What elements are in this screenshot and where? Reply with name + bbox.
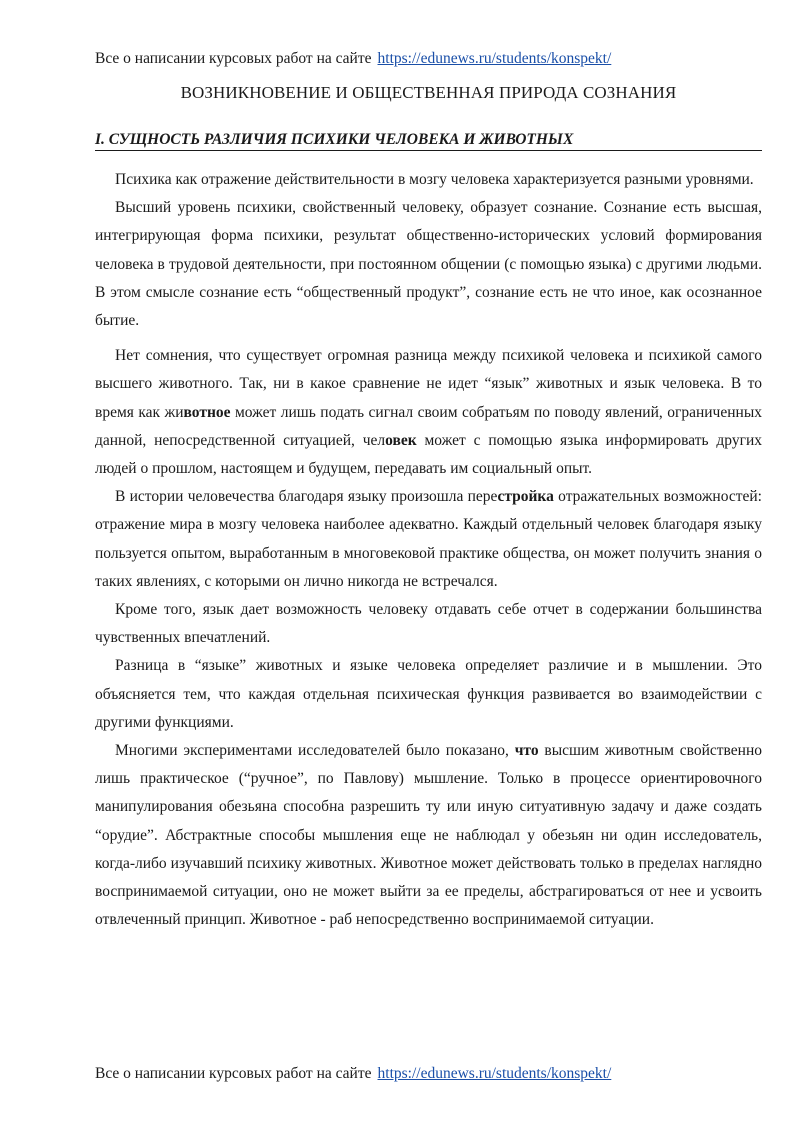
- paragraph-6: Разница в “языке” животных и языке человека определяет различие и в мышлении. Это объясняется тем, что каждая отдельная психическая функция развивается во взаимодействии с другими функциями.: [95, 657, 762, 731]
- paragraph-7-part-a: Многими экспериментами исследователей было показано,: [115, 742, 515, 760]
- paragraph-5: Кроме того, язык дает возможность человеку отдавать себе отчет в содержании большинства чувственных впечатлений.: [95, 601, 762, 647]
- paragraph-7-bold: что: [514, 742, 539, 760]
- paragraph-3-bold-2: овек: [385, 431, 417, 449]
- document-title: ВОЗНИКНОВЕНИЕ И ОБЩЕСТВЕННАЯ ПРИРОДА СОЗНАНИЯ: [180, 83, 677, 102]
- footer-text: Все о написании курсовых работ на сайте: [95, 1065, 372, 1082]
- paragraph-4-bold: стройка: [497, 488, 554, 506]
- paragraph-7: [95, 737, 762, 934]
- paragraph-4-part-c: отражательных возможностей: отражение мира в мозгу человека наиболее адекватно. Каждый отдельный человек благодаря языку пользуется опытом, выработанным в многовековой практике общества, он может получить знания о таких явлениях, с которыми он лично никогда не встречался.: [95, 488, 762, 590]
- paragraph-4: [95, 483, 762, 596]
- paragraph-7-part-c: высшим животным свойственно лишь практическое (“ручное”, по Павлову) мышление. Только в процессе ориентировочного манипулирования обезьяна способна разрешить ту или иную ситуативную задачу и даже создать “орудие”. Абстрактные способы мышления еще не наблюдал у обезьян ни один исследователь, когда-либо изучавший психику животных. Животное может действовать только в пределах наглядно воспринимаемой ситуации, оно не может выйти за ее пределы, абстрагироваться от нее и усвоить отвлеченный принцип. Животное - раб непосредственно воспринимаемой ситуации.: [95, 742, 762, 929]
- page-footer: [95, 1064, 611, 1084]
- paragraph-3-bold-1: вотное: [183, 403, 231, 421]
- paragraph-1: Психика как отражение действительности в мозгу человека характеризуется разными уровнями.: [115, 171, 754, 188]
- paragraph-3-part-d: может с помощью языка информировать других людей о прошлом, настоящем и будущем, передавать им социальный опыт.: [95, 431, 763, 478]
- footer-link[interactable]: https://edunews.ru/students/konspekt/: [377, 1065, 612, 1082]
- header-link[interactable]: https://edunews.ru/students/konspekt/: [377, 50, 612, 67]
- section-heading: I. СУЩНОСТЬ РАЗЛИЧИЯ ПСИХИКИ ЧЕЛОВЕКА И ЖИВОТНЫХ: [95, 130, 762, 151]
- document-body: [95, 166, 762, 934]
- paragraph-3-part-a: Нет сомнения, что существует огромная разница между психикой человека и психикой самого высшего животного. Так, ни в какое сравнение не идет “язык” животных и язык человека. В то время как жи: [95, 347, 762, 421]
- paragraph-3-part-c: может лишь подать сигнал своим собратьям по поводу явлений, ограниченных данной, непосредственной ситуацией, чел: [95, 403, 762, 449]
- paragraph-3: [95, 342, 762, 483]
- paragraph-2: Высший уровень психики, свойственный человеку, образует сознание. Сознание есть высшая, интегрирующая форма психики, результат общественно-исторических условий формирования человека в трудовой деятельности, при постоянном общении (с помощью языка) с другими людьми. В этом смысле сознание есть “общественный продукт”, сознание есть не что иное, как осознанное бытие.: [95, 199, 762, 330]
- header-text: Все о написании курсовых работ на сайте: [95, 50, 372, 67]
- page-header: [95, 49, 611, 69]
- paragraph-4-part-a: В истории человечества благодаря языку произошла пере: [115, 488, 498, 506]
